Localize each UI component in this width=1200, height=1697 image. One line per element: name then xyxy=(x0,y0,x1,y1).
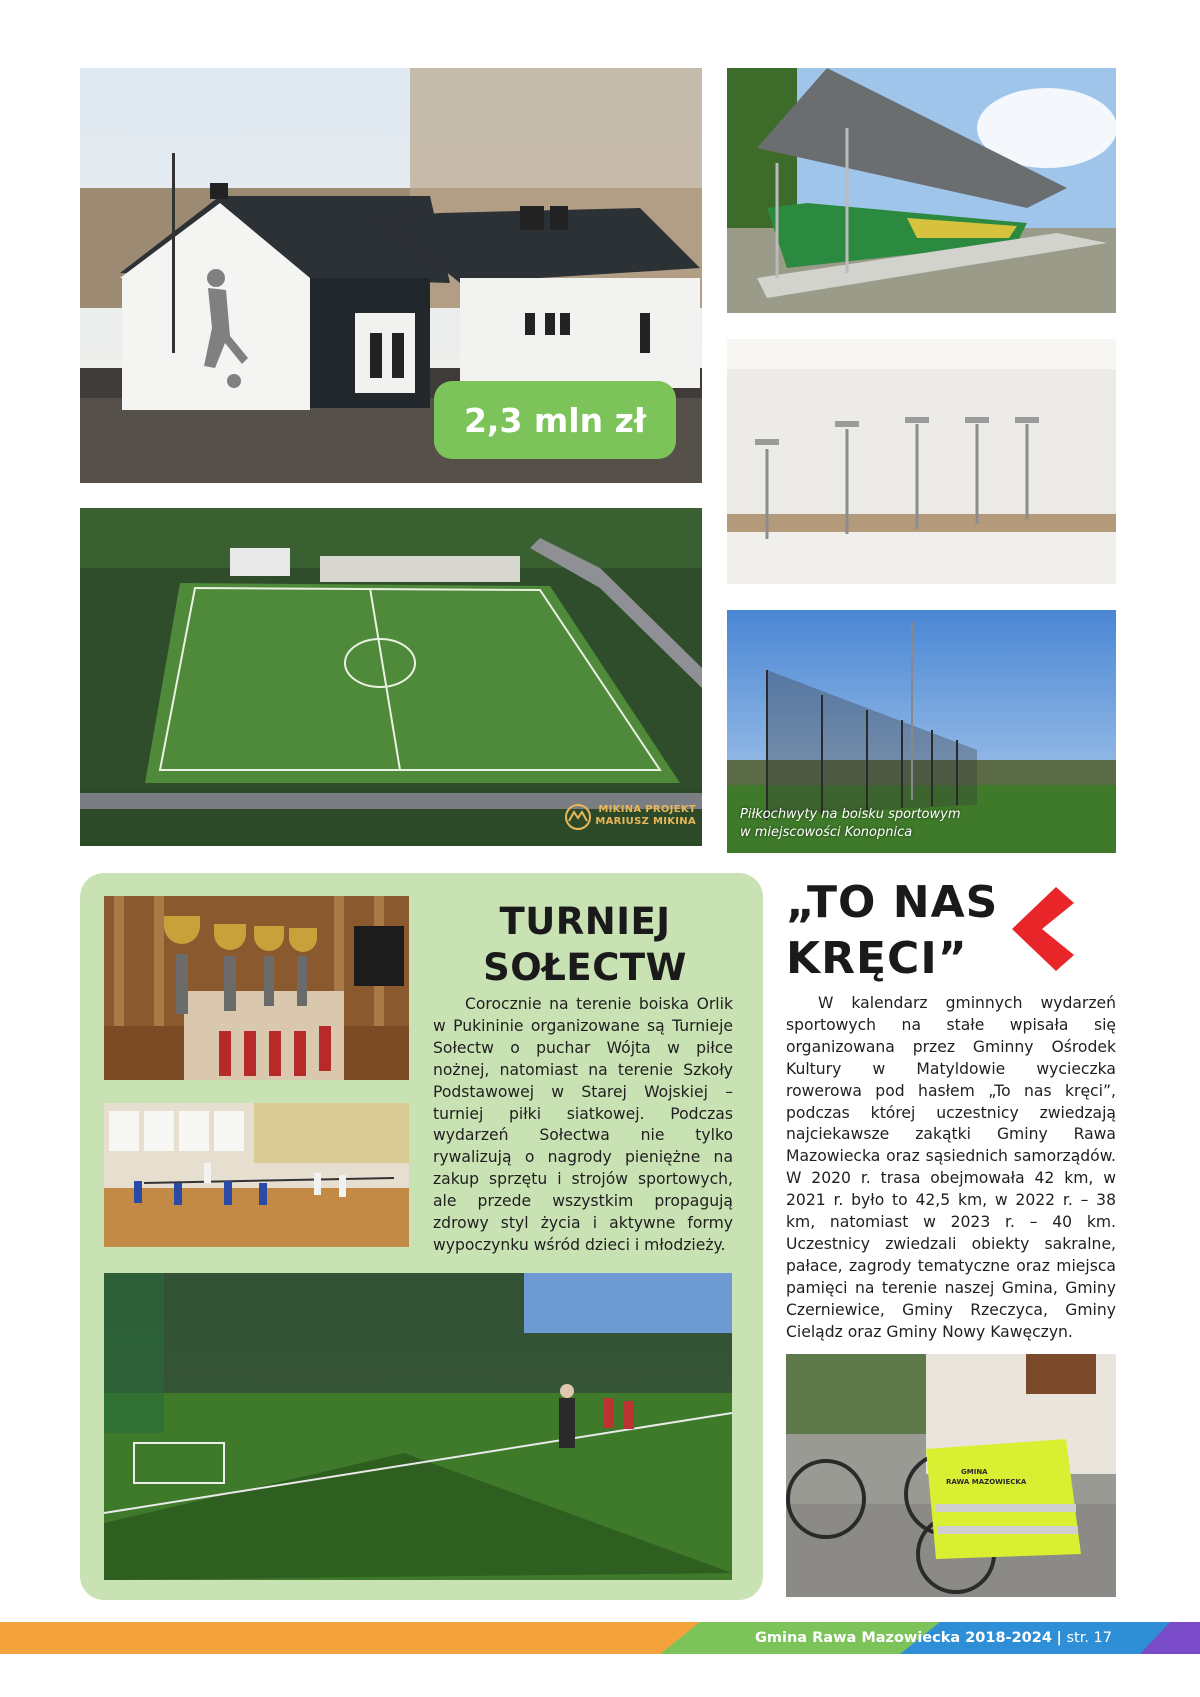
nets-caption xyxy=(740,806,1000,842)
turniej-body xyxy=(433,994,733,1257)
turniej-body-text: Corocznie na terenie boiska Orlik w Pukininie organizowane są Turnieje Sołectw o puchar Wójta w piłce nożnej, natomiast na terenie Szkoły Podstawowej w Starej Wojskiej – turniej piłki siatkowej. Podczas wydarzeń Sołectwa nie tylko rywalizują o nagrody pieniężne na zakup sprzętu i strojów sportowych, ale przede wszystkim propagują zdrowy styl życia i aktywne formy wypoczynku wśród dzieci i młodzieży. xyxy=(433,995,733,1254)
vest-text-line-2: RAWA MAZOWIECKA xyxy=(946,1478,1027,1486)
kreci-body-text: W kalendarz gminnych wydarzeń sportowych na stałe wpisała się organizowana przez Gminny Ośrodek Kultury w Matyldowie wycieczka rowerowa pod hasłem „To nas kręci”, podczas której uczestnicy zwiedzają najciekawsze zakątki Gminy Rawa Mazowiecka oraz sąsiednich samorządów. W 2020 r. trasa obejmowała 42 km, w 2021 r. było to 42,5 km, w 2022 r. – 38 km, natomiast w 2023 r. – 40 km. Uczestnicy zwiedzali obiekty sakralne, pałace, zagrody tematyczne oraz miejsca pamięci na terenie naszej Gmina, Gminy Czerniewice, Gminy Rzeczyca, Gminy Cielądz oraz Gminy Nowy Kawęczyn. xyxy=(786,994,1116,1341)
vest-text-line-1: GMINA xyxy=(961,1468,988,1476)
footer-separator: | xyxy=(1056,1630,1062,1646)
photo-bicycles xyxy=(786,1354,1116,1597)
turniej-title-line-2: SOŁECTW xyxy=(483,946,687,989)
footer-publication: Gmina Rawa Mazowiecka 2018-2024 xyxy=(755,1630,1052,1646)
kreci-heading xyxy=(786,875,1016,987)
photo-stadium-render xyxy=(80,508,702,846)
caption-line-1: Piłkochwyty na boisku sportowym xyxy=(740,807,961,822)
chevron-left-icon xyxy=(1012,887,1074,971)
kreci-title-line-1: „TO NAS xyxy=(786,877,999,928)
mikina-watermark xyxy=(560,804,696,828)
kreci-body xyxy=(786,993,1116,1344)
footer-page-number: str. 17 xyxy=(1066,1630,1112,1646)
photo-orlik-pitch xyxy=(104,1273,732,1580)
photo-volleyball xyxy=(104,1103,409,1247)
watermark-line-2: MARIUSZ MIKINA xyxy=(595,816,696,827)
price-badge: 2,3 mln zł xyxy=(434,381,676,459)
caption-line-2: w miejscowości Konopnica xyxy=(740,825,913,840)
photo-trophies xyxy=(104,896,409,1080)
turniej-title-line-1: TURNIEJ xyxy=(499,900,671,943)
footer-page-info xyxy=(755,1628,1112,1648)
turniej-heading xyxy=(440,899,730,991)
photo-showers xyxy=(727,339,1116,584)
photo-grandstand xyxy=(727,68,1116,313)
kreci-title-line-2: KRĘCI” xyxy=(786,933,968,984)
watermark-line-1: MIKINA PROJEKT xyxy=(598,804,696,815)
